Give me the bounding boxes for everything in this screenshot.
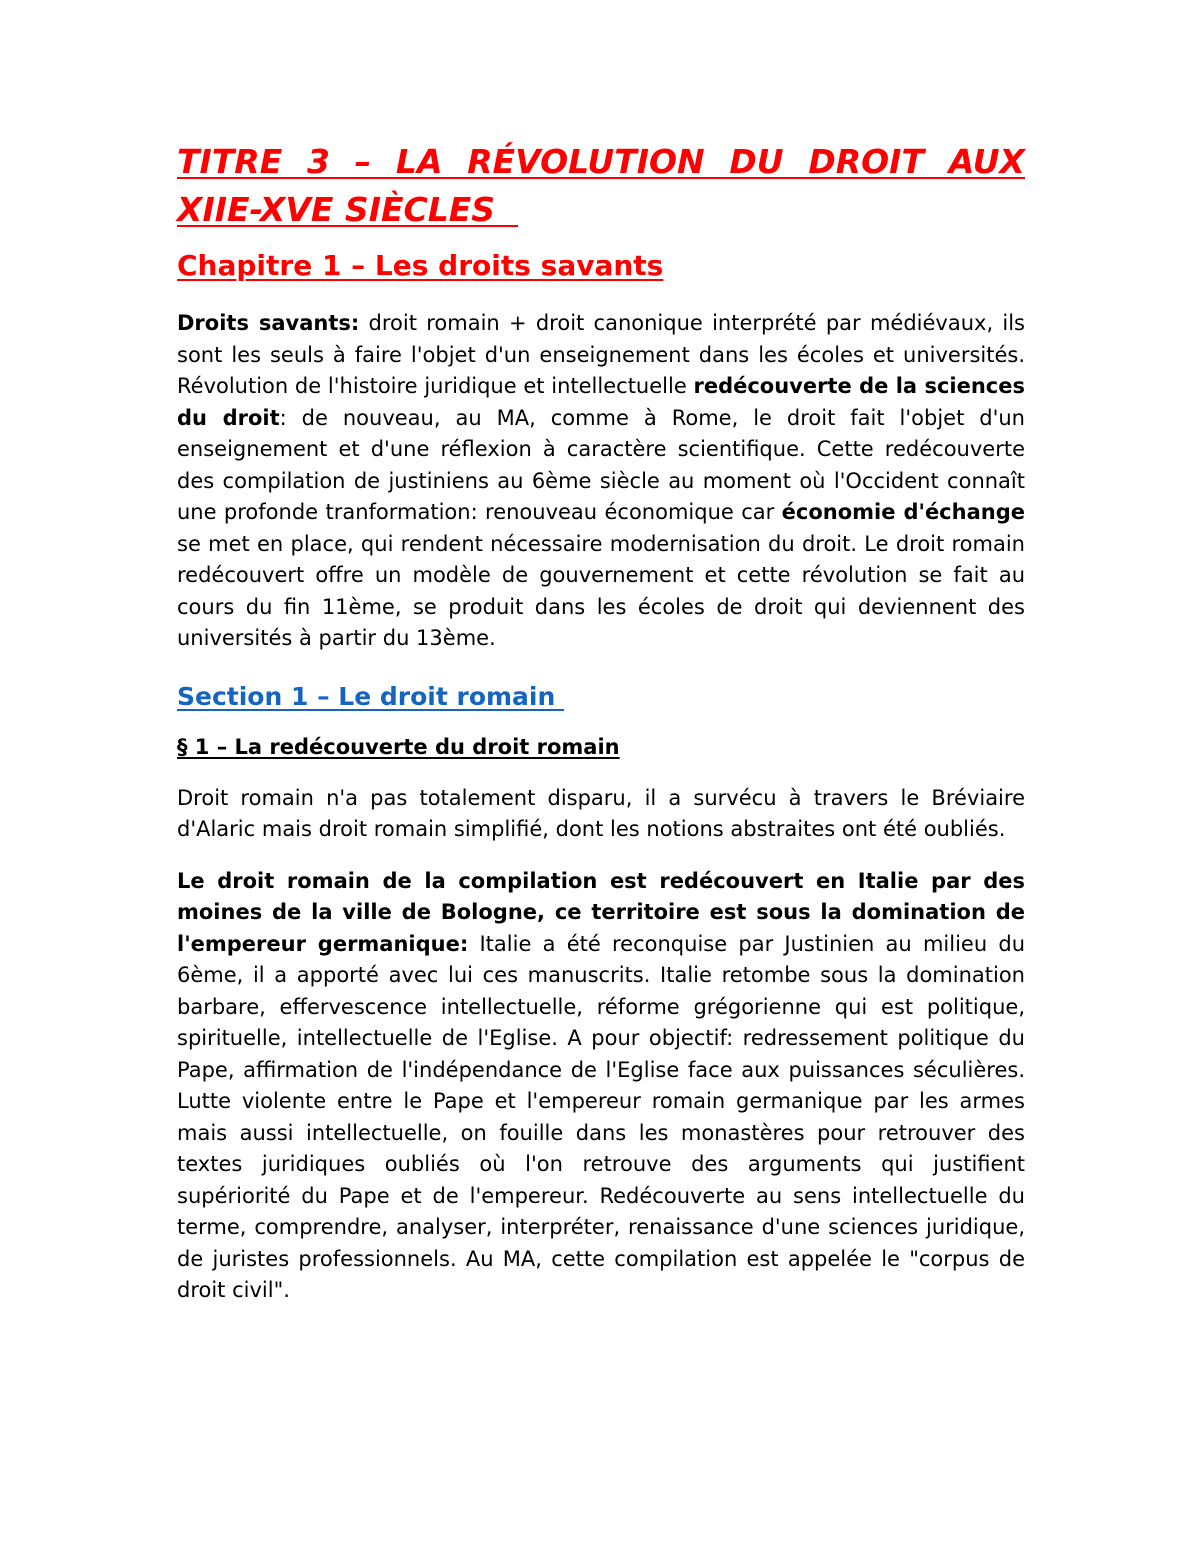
document-page	[177, 138, 1025, 1307]
paragraph-droits-savants	[177, 308, 1025, 655]
text-segment: se met en place, qui rendent nécessaire modernisation du droit. Le droit romain redécouvert offre un modèle de gouvernement et cette révolution se fait au cours du fin 11ème, se produit dans les écoles de droit qui deviennent des universités à partir du 13ème.	[177, 531, 1025, 650]
text-segment: : de nouveau, au MA, comme à Rome, le droit fait l'objet d'un enseignement et d'une réflexion à caractère scientifique. Cette redécouverte des compilation de justiniens au 6ème siècle au moment où l'Occident connaît une profonde tranformation: renouveau économique car	[177, 405, 1025, 524]
title-line-1: TITRE 3 – LA RÉVOLUTION DU DROIT AUX	[177, 142, 1025, 181]
title-line-2: XIIE-XVE SIÈCLES	[177, 190, 519, 229]
bold-lead: Droits savants:	[177, 311, 360, 335]
chapter-heading: Chapitre 1 – Les droits savants	[177, 249, 664, 282]
text-segment: Italie a été reconquise par Justinien au milieu du 6ème, il a apporté avec lui ces manuscrits. Italie retombe sous la domination barbare, effervescence intellectuelle, réforme grégorienne qui est politique, spirituelle, intellectuelle de l'Eglise. A pour objectif: redressement politique du Pape, affirmation de l'indépendance de l'Eglise face aux puissances séculières. Lutte violente entre le Pape et l'empereur romain germanique par les armes mais aussi intellectuelle, on fouille dans les monastères pour retrouver des textes juridiques oubliés où l'on retrouve des arguments qui justifient supériorité du Pape et de l'empereur. Redécouverte au sens intellectuelle du terme, comprendre, analyser, interpréter, renaissance d'une sciences juridique, de juristes professionnels. Au MA, cette compilation est appelée le "corpus de droit civil".	[177, 931, 1026, 1302]
paragraph-droit-romain: Droit romain n'a pas totalement disparu, il a survécu à travers le Bréviaire d'Alaric mais droit romain simplifié, dont les notions abstraites ont été oubliés.	[177, 785, 1025, 841]
bold-term: économie d'échange	[781, 500, 1025, 524]
bold-term: redécouverte de la sciences du droit	[177, 374, 1025, 430]
text-segment: droit romain + droit canonique interprété par médiévaux, ils sont les seuls à faire l'objet d'un enseignement dans les écoles et universités. Révolution de l'histoire juridique et intellectuelle	[177, 311, 1025, 398]
document-title	[177, 138, 1025, 234]
subsection-heading: § 1 – La redécouverte du droit romain	[177, 734, 620, 759]
section-heading: Section 1 – Le droit romain	[177, 681, 564, 711]
bold-lead: Le droit romain de la compilation est redécouvert en Italie par des moines de la ville de Bologne, ce territoire est sous la domination de l'empereur germanique:	[177, 868, 1025, 956]
paragraph-compilation	[177, 866, 1025, 1307]
